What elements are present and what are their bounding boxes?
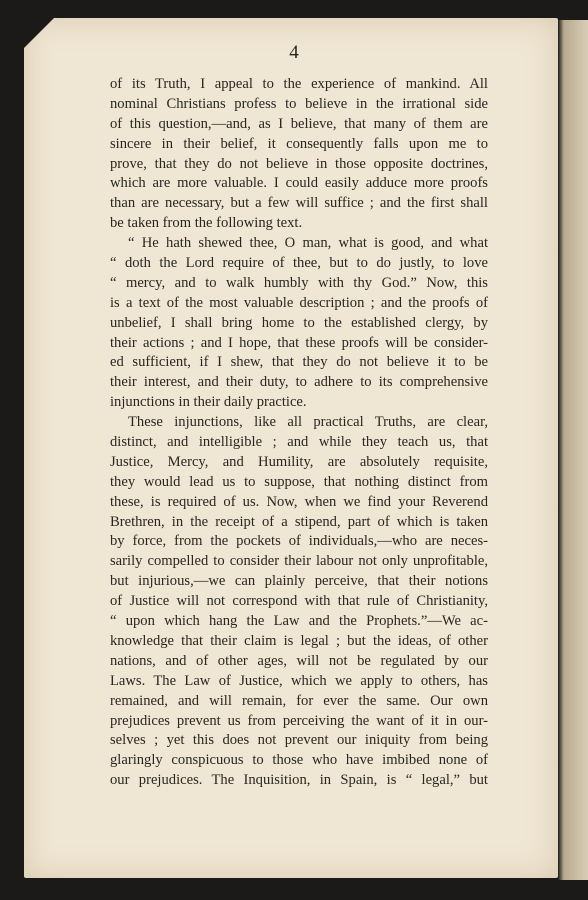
text-line: “ doth the Lord require of thee, but to do justly, to love bbox=[110, 255, 488, 272]
text-line: Brethren, in the receipt of a stipend, part of which is taken bbox=[110, 513, 488, 530]
text-line: our prejudices. The Inquisition, in Spain, is “ legal,” but bbox=[110, 772, 488, 789]
text-line: sincere in their belief, it consequently falls upon me to bbox=[110, 135, 488, 152]
text-line: which are more valuable. I could easily adduce more proofs bbox=[110, 175, 488, 192]
text-line: glaringly conspicuous to those who have imbibed none of bbox=[110, 752, 488, 769]
next-page-edge bbox=[558, 20, 588, 880]
text-line: “ upon which hang the Law and the Prophets.”—We ac- bbox=[110, 613, 488, 630]
text-line: distinct, and intelligible ; and while they teach us, that bbox=[110, 434, 488, 451]
body-text bbox=[110, 75, 488, 791]
text-line: selves ; yet this does not prevent our iniquity from being bbox=[110, 732, 488, 749]
text-line: “ mercy, and to walk humbly with thy God.” Now, this bbox=[110, 274, 488, 291]
text-line: nations, and of other ages, will not be regulated by our bbox=[110, 652, 488, 669]
text-line: knowledge that their claim is legal ; but the ideas, of other bbox=[110, 632, 488, 649]
text-line: nominal Christians profess to believe in the irrational side bbox=[110, 95, 488, 112]
text-line: but injurious,—we can plainly perceive, that their notions bbox=[110, 573, 488, 590]
text-line: remained, and will remain, for ever the same. Our own bbox=[110, 692, 488, 709]
text-line: These injunctions, like all practical Truths, are clear, bbox=[128, 414, 488, 431]
text-line: sarily compelled to consider their labour not only unprofitable, bbox=[110, 553, 488, 570]
text-line: their interest, and their duty, to adhere to its comprehensive bbox=[110, 374, 488, 391]
text-line: of this question,—and, as I believe, that many of them are bbox=[110, 115, 488, 132]
text-line: by force, from the pockets of individuals,—who are neces- bbox=[110, 533, 488, 550]
text-line: is a text of the most valuable description ; and the proofs of bbox=[110, 294, 488, 311]
text-line: of its Truth, I appeal to the experience of mankind. All bbox=[110, 76, 488, 92]
text-line: injunctions in their daily practice. bbox=[110, 394, 307, 411]
text-line: Laws. The Law of Justice, which we apply to others, has bbox=[110, 672, 488, 689]
text-line: prejudices prevent us from perceiving the want of it in our- bbox=[110, 712, 488, 729]
text-line: their actions ; and I hope, that these proofs will be consider- bbox=[110, 334, 488, 351]
text-line: of Justice will not correspond with that rule of Christianity, bbox=[110, 593, 488, 610]
text-line: Justice, Mercy, and Humility, are absolutely requisite, bbox=[110, 453, 488, 470]
text-line: “ He hath shewed thee, O man, what is good, and what bbox=[128, 235, 488, 252]
text-line: they would lead us to suppose, that nothing distinct from bbox=[110, 473, 488, 490]
text-line: prove, that they do not believe in those opposite doctrines, bbox=[110, 155, 488, 172]
text-line: these, is required of us. Now, when we find your Reverend bbox=[110, 493, 488, 510]
text-line: unbelief, I shall bring home to the established clergy, by bbox=[110, 314, 488, 331]
page-number: 4 bbox=[289, 42, 299, 63]
text-line: than are necessary, but a few will suffice ; and the first shall bbox=[110, 195, 488, 212]
text-line: be taken from the following text. bbox=[110, 215, 303, 232]
text-line: ed sufficient, if I shew, that they do not believe it to be bbox=[110, 354, 488, 371]
